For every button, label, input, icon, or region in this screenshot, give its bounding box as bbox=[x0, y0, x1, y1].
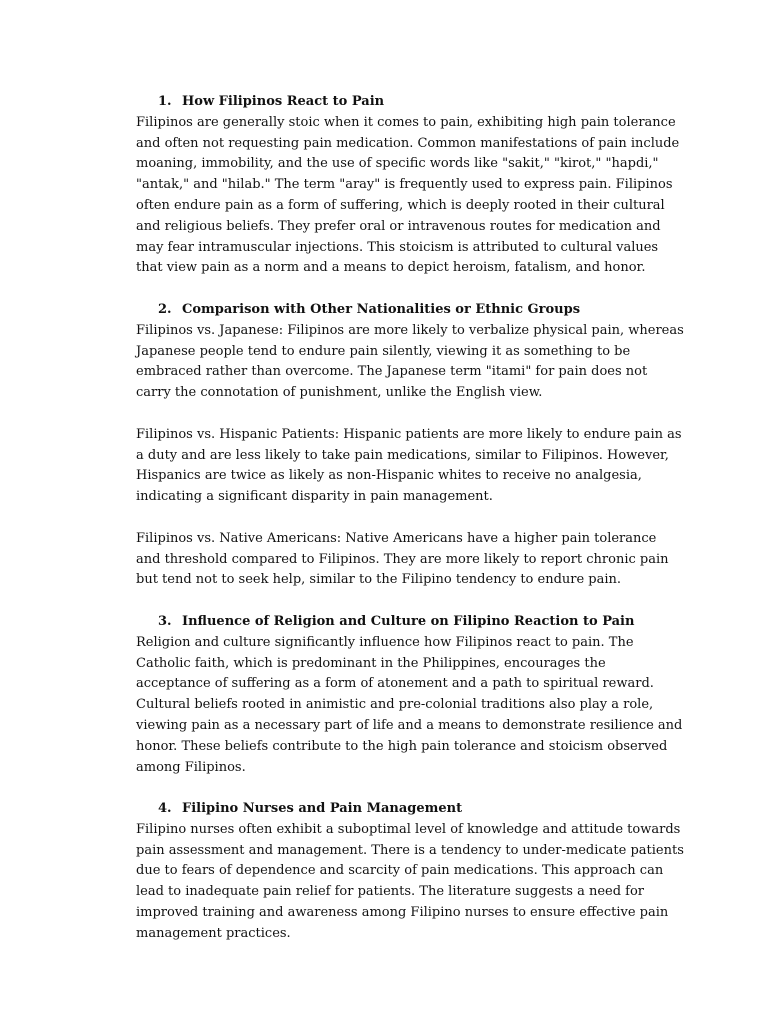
paragraph: Religion and culture significantly influence how Filipinos react to pain. The Catholic faith, which is predominant in the Philippines, encourages the acceptance of suffering as a form of atonement and a path to spiritual reward. Cultural beliefs rooted in animistic and pre-colonial traditions also play a role, viewing pain as a necessary part of life and a means to demonstrate resilience and honor. These beliefs contribute to the high pain tolerance and stoicism observed among Filipinos. bbox=[136, 634, 683, 775]
section-heading bbox=[136, 612, 684, 633]
section-title: How Filipinos React to Pain bbox=[182, 94, 385, 109]
section-title: Filipino Nurses and Pain Management bbox=[182, 801, 463, 817]
section-comparison bbox=[136, 300, 684, 591]
section-pain-reaction bbox=[136, 92, 684, 279]
section-religion-culture bbox=[136, 612, 684, 778]
section-number: 4. bbox=[158, 801, 172, 817]
paragraph-native-americans: Filipinos vs. Native Americans: Native Americans have a higher pain tolerance and threshold compared to Filipinos. They are more likely to report chronic pain but tend not to seek help, similar to the Filipino tendency to endure pain. bbox=[136, 530, 669, 588]
section-number: 2. bbox=[158, 301, 172, 317]
section-number: 3. bbox=[158, 613, 172, 629]
paragraph-hispanic: Filipinos vs. Hispanic Patients: Hispanic patients are more likely to endure pain as a duty and are less likely to take pain medications, similar to Filipinos. However, Hispanics are twice as likely as non-Hispanic whites to receive no analgesia, indicating a significant disparity in pain management. bbox=[136, 426, 682, 505]
section-nurses bbox=[136, 799, 684, 945]
section-title: Comparison with Other Nationalities or Ethnic Groups bbox=[182, 301, 581, 317]
paragraph: Filipino nurses often exhibit a suboptimal level of knowledge and attitude towards pain assessment and management. There is a tendency to under-medicate patients due to fears of dependence and scarcity of pain medications. This approach can lead to inadequate pain relief for patients. The literature suggests a need for improved training and awareness among Filipino nurses to ensure effective pain management practices. bbox=[136, 821, 684, 941]
paragraph-japanese: Filipinos vs. Japanese: Filipinos are more likely to verbalize physical pain, whereas Japanese people tend to endure pain silently, viewing it as something to be embraced rather than overcome. The Japanese term "itami" for pain does not carry the connotation of punishment, unlike the English view. bbox=[136, 322, 684, 401]
section-heading bbox=[136, 300, 684, 321]
section-heading bbox=[136, 92, 684, 113]
section-heading bbox=[136, 799, 684, 820]
document-page bbox=[136, 92, 684, 945]
paragraph: Filipinos are generally stoic when it comes to pain, exhibiting high pain tolerance and often not requesting pain medication. Common manifestations of pain include moaning, immobility, and the use of specific words like "sakit," "kirot," "hapdi," "antak," and "hilab." The term "aray" is frequently used to express pain. Filipinos often endure pain as a form of suffering, which is deeply rooted in their cultural and religious beliefs. They prefer oral or intravenous routes for medication and may fear intramuscular injections. This stoicism is attributed to cultural values that view pain as a norm and a means to depict heroism, fatalism, and honor. bbox=[136, 114, 680, 276]
section-number: 1. bbox=[158, 94, 172, 109]
section-title: Influence of Religion and Culture on Filipino Reaction to Pain bbox=[182, 613, 635, 629]
